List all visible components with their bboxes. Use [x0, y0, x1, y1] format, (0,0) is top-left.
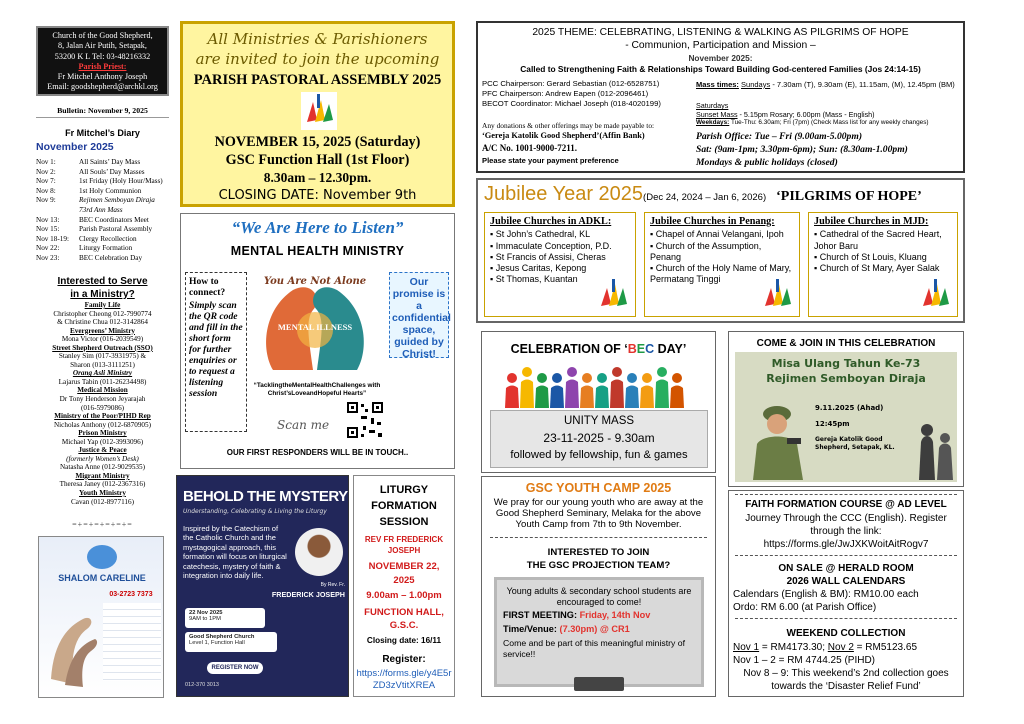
donation-payee: ‘Gereja Katolik Good Shepherd’(Affin Bank) [482, 131, 645, 140]
mental-health-ministry-poster [180, 213, 455, 469]
mental-title: MENTAL HEALTH MINISTRY [230, 244, 405, 258]
church-info-box [36, 26, 169, 96]
assembly-title: PARISH PASTORAL ASSEMBLY 2025 [193, 72, 442, 88]
diary-entry [36, 196, 171, 205]
theme-subtitle: - Communion, Participation and Mission – [625, 40, 816, 51]
theme-title: 2025 THEME: CELEBRATING, LISTENING & WALKING AS PILGRIMS OF HOPE [532, 27, 909, 38]
speaker-photo-avatar [295, 528, 343, 576]
liturgy-register-link[interactable]: https://forms.gle/y4E5rZD3zVtitXREA [356, 668, 452, 691]
jubilee-church-item: ▪ Church of St Louis, Kluang [814, 252, 952, 263]
pfc-chair: PFC Chairperson: Andrew Eapen (012-2096461) [482, 89, 649, 98]
diary-event: Parish Pastoral Assembly [79, 225, 153, 234]
weekday-label: Weekdays: [696, 119, 730, 126]
ministry-contact: Stanley Sim (017-3931975) & [58, 352, 147, 361]
person-head-icon [627, 373, 637, 383]
sale-heading-1: ON SALE @ HERALD ROOM [778, 563, 914, 574]
misa-time: 12:45pm [815, 420, 850, 428]
soldier-illustration-icon [743, 398, 813, 480]
person-head-icon [552, 373, 562, 383]
diary-date [36, 206, 79, 215]
shalom-info-text-block [103, 603, 161, 681]
behold-place: Good Shepherd Church [189, 634, 255, 640]
behold-venue-card [185, 632, 277, 652]
diary-entry [36, 177, 171, 186]
person-head-icon [507, 373, 517, 383]
jubilee-heading [484, 183, 964, 206]
mental-illness-art-text: MENTAL ILLNESS [277, 322, 353, 332]
jubilee-church-item: ▪ St Thomas, Kuantan [490, 274, 630, 285]
how-to-connect-body: Simply scan the QR code and fill in the short form for further enquiries or to request a listening session [189, 300, 243, 399]
behold-subtitle: Understanding, Celebrating & Living the Liturgy [183, 508, 327, 515]
confidential-promise-box: Our promise is a confidential space, guided by Christ! [389, 272, 449, 358]
scan-me-label: Scan me [277, 418, 330, 432]
diary-date: Nov 23: [36, 254, 60, 262]
behold-the-mystery-poster [176, 475, 349, 697]
jubilee-church-item: ▪ Church of the Assumption, Penang [650, 241, 794, 264]
ministry-contact: Cavan (012-8977116) [70, 497, 134, 506]
gsc-title: GSC YOUTH CAMP 2025 [525, 481, 672, 495]
person-head-icon [672, 373, 682, 383]
diary-entry [36, 235, 171, 244]
liturgy-register-label: Register: [382, 654, 426, 665]
liturgy-closing: Closing date: 16/11 [366, 636, 442, 645]
faith-formation-and-sales-box [728, 490, 964, 697]
jubilee-church-item: ▪ Cathedral of the Sacred Heart, Johor Baru [814, 229, 952, 252]
jubilee-church-item: ▪ St John’s Cathedral, KL [490, 229, 630, 240]
person-body-icon [550, 386, 564, 409]
liturgy-time: 9.00am – 1.00pm [366, 590, 442, 601]
bec-title-c: E [636, 342, 646, 356]
soldiers-silhouette-icon [911, 412, 955, 480]
assembly-venue: GSC Function Hall (1st Floor) [225, 152, 410, 168]
ministry-contact: Christopher Cheong 012-7990774 [53, 309, 152, 318]
shalom-name: SHALOM CARELINE [58, 573, 146, 583]
jubilee-church-item: ▪ Church of St Mary, Ayer Salak [814, 263, 952, 274]
ministry-name: Justice & Peace [78, 446, 127, 455]
board-time-venue [503, 624, 703, 634]
projection-heading-2: THE GSC PROJECTION TEAM? [526, 560, 671, 571]
pastoral-assembly-notice [180, 21, 455, 207]
diary-date: Nov 8: [36, 186, 56, 195]
payment-preference: Please state your payment preference [482, 156, 619, 165]
serve-heading [36, 275, 169, 301]
pcc-chair: PCC Chairperson: Gerard Sebastian (012-6528751) [482, 79, 660, 88]
person-head-icon [657, 367, 667, 377]
mass-sundays-label: Sundays [741, 80, 771, 89]
theme-month: November 2025: [688, 53, 753, 63]
shalom-careline-ad [38, 536, 164, 698]
person-body-icon [580, 386, 594, 409]
ministry-contact: Natasha Anne (012-9029535) [59, 463, 146, 472]
diary-entry [36, 158, 171, 167]
misa-date: 9.11.2025 (Ahad) [815, 404, 884, 412]
misa-place: Gereja Katolik Good Shepherd, Setapak, KL. [815, 436, 895, 451]
collection-nov-1-value: = RM4173.30; [759, 642, 828, 653]
person-head-icon [582, 373, 592, 383]
church-name: Church of the Good Shepherd, [52, 31, 153, 40]
person-body-icon [670, 386, 684, 409]
unity-mass-date: 23-11-2025 - 9.30am [543, 431, 655, 445]
sunset-mass-label: Sunset Mass [696, 110, 738, 119]
register-now-button[interactable]: REGISTER NOW [207, 662, 263, 674]
gsc-body: We pray for our young youth who are away at the Good Shepherd Seminary, Melaka for the above Youth Camp from 7th to 9th November. [493, 497, 704, 531]
diary-entry [36, 244, 171, 253]
diary-date: Nov 18-19: [36, 234, 69, 243]
faith-top-divider [735, 494, 957, 495]
faith-divider-2 [735, 618, 957, 619]
assembly-invite-line-1: All Ministries & Parishioners [207, 30, 428, 48]
diary-date: Nov 2: [36, 167, 56, 176]
church-address-2: 53200 K L Tel: 03-48216332 [54, 51, 151, 61]
diary-entry [36, 216, 171, 225]
board-closing: Come and be part of this meaningful ministry of service!! [503, 638, 686, 659]
behold-body: Inspired by the Catechism of the Catholic Church and the mystagogical approach, this formation will focus on liturgical catechesis, mystery of faith & integration into daily life. [183, 524, 287, 581]
person-head-icon [537, 373, 547, 383]
ministry-name: Street Shepherd Outreach (SSO) [52, 343, 153, 352]
assembly-date: NOVEMBER 15, 2025 (Saturday) [214, 134, 421, 150]
person-body-icon [640, 386, 654, 409]
behold-date-card [185, 608, 265, 628]
unity-mass-follow: followed by fellowship, fun & games [510, 449, 688, 461]
faith-divider-1 [735, 555, 957, 556]
behold-place-2: Level 1, Function Hall [189, 640, 245, 646]
bec-title [482, 342, 715, 356]
diary-date: Nov 22: [36, 244, 60, 253]
gsc-divider [490, 537, 707, 538]
ministry-contacts [36, 301, 169, 506]
weekday-mass [696, 119, 964, 126]
person-body-icon [595, 386, 609, 409]
shalom-phone: 03-2723 7373 [109, 591, 153, 598]
qr-code-icon[interactable] [345, 400, 385, 440]
jubilee-column [808, 212, 958, 317]
misa-ulang-tahun-notice [728, 331, 964, 487]
ordo-price: Ordo: RM 6.00 (at Parish Office) [733, 602, 877, 613]
theme-info-box [476, 21, 965, 173]
speaker-by: By Rev. Fr. [320, 582, 345, 588]
donation-account: A/C No. 1001-9000-7211. [482, 143, 577, 153]
collection-disaster-relief: Nov 8 – 9: This weekend’s 2nd collection goes towards the ‘Disaster Relief Fund’ [743, 668, 949, 692]
diary-event: Clergy Recollection [79, 234, 137, 243]
calendar-price: Calendars (English & BM): RM10.00 each [733, 589, 919, 600]
faith-body: Journey Through the CCC (English). Register through the link: [745, 513, 947, 537]
gsc-youth-camp-notice [481, 476, 716, 697]
ministry-contact: Dr Tony Henderson Jeyarajah [59, 395, 146, 404]
diary-event: All Saints’ Day Mass [79, 158, 141, 166]
how-to-connect-box [185, 272, 247, 432]
speaker-name: FREDERICK JOSEPH [271, 590, 345, 599]
board-time-label: Time/Venue: [503, 624, 560, 634]
bec-title-e: DAY’ [654, 342, 687, 356]
pilgrims-of-hope-logo-icon [761, 278, 795, 312]
ministry-name: Ministry of the Poor/PIHD Rep [54, 412, 151, 421]
diary-date: Nov 1: [36, 158, 56, 166]
ministry-contact: Lajarus Tabin (011-26234498) [58, 377, 147, 386]
jubilee-church-item: ▪ Jesus Caritas, Kepong [490, 263, 630, 274]
assembly-invite-line-2: are invited to join the upcoming [195, 50, 440, 68]
behold-title: BEHOLD THE MYSTERY [183, 488, 348, 505]
behold-time: 9AM to 1PM [189, 616, 221, 622]
pilgrims-of-hope-logo-icon [919, 278, 953, 312]
diary-event: 1st Friday (Holy Hour/Mass) [79, 177, 163, 186]
pilgrims-of-hope-logo-icon [301, 92, 337, 130]
diary-entry [36, 168, 171, 177]
behold-date: 22 Nov 2025 [189, 610, 223, 616]
ministry-name: Orang Asli Ministry [72, 369, 133, 378]
board-intro: Young adults & secondary school students are encouraged to come! [506, 586, 692, 607]
diary-event: All Souls’ Day Masses [79, 167, 145, 176]
mental-tagline: “We Are Here to Listen” [231, 218, 404, 237]
becot-coordinator: BECOT Coordinator: Michael Joseph (018-4020199) [482, 99, 661, 108]
shalom-logo-icon [87, 545, 117, 569]
unity-mass-title: UNITY MASS [563, 415, 635, 427]
pilgrims-of-hope-logo-icon [597, 278, 631, 312]
liturgy-formation-notice [353, 475, 455, 697]
person-body-icon [565, 380, 579, 409]
jubilee-year-box [476, 178, 965, 323]
liturgy-date: NOVEMBER 22, 2025 [368, 561, 440, 586]
weekend-collection-heading: WEEKEND COLLECTION [786, 628, 906, 639]
jubilee-church-item: ▪ Chapel of Annai Velangani, Ipoh [650, 229, 794, 240]
jubilee-title: Jubilee Year 2025 [484, 183, 644, 205]
misa-header: COME & JOIN IN THIS CELEBRATION [756, 338, 936, 349]
diary-entry [36, 254, 171, 263]
board-first-meeting [503, 610, 703, 620]
diary-event: 73rd Ann Mass [79, 206, 123, 214]
community-people-illustration-icon [504, 362, 694, 408]
diary-date: Nov 15: [36, 225, 60, 234]
sunset-mass-times: - 5.15pm Rosary; 6.00pm (Mass - English) [739, 110, 875, 119]
serve-title-1: Interested to Serve [57, 276, 148, 287]
person-body-icon [520, 380, 534, 409]
sale-heading-2: 2026 WALL CALENDARS [786, 576, 906, 587]
ministry-name: Youth Ministry [79, 489, 126, 498]
behold-contact: 012-370 3013 [185, 682, 219, 688]
parish-office-closed: Mondays & public holidays (closed) [696, 157, 838, 168]
diary-event: Rejimen Semboyan Diraja [79, 196, 155, 205]
bec-title-d: C [645, 342, 655, 356]
parish-priest-name: Fr Mitchel Anthony Joseph [57, 72, 148, 82]
jubilee-dates: (Dec 24, 2024 – Jan 6, 2026) [643, 192, 767, 203]
diary-date: Nov 13: [36, 215, 60, 224]
jubilee-church-item: ▪ Immaculate Conception, P.D. [490, 241, 630, 252]
diary-title: Fr Mitchel’s Diary [65, 128, 140, 138]
liturgy-venue: FUNCTION HALL, G.S.C. [364, 607, 444, 631]
liturgy-title: LITURGY FORMATION SESSION [371, 484, 437, 528]
church-email: Email: goodshepherd@archkl.org [47, 82, 158, 92]
diary-entry [36, 187, 171, 196]
ministry-name: Migrant Ministry [75, 471, 130, 480]
jubilee-column-heading: Jubilee Churches in Penang: [650, 216, 775, 227]
bec-title-a: CELEBRATION OF ‘ [510, 342, 628, 356]
saturdays-label: Saturdays [696, 101, 729, 110]
ministry-contact: (016-5979086) [80, 403, 125, 412]
jubilee-column [484, 212, 636, 317]
hands-illustration-icon [43, 589, 99, 689]
parish-office-weekend: Sat: (9am-1pm; 3.30pm-6pm); Sun: (8.30am-1.00pm) [696, 144, 908, 155]
unity-mass-card [490, 410, 708, 468]
diary-date: Nov 7: [36, 177, 56, 186]
diary-event: BEC Coordinators Meet [79, 215, 149, 224]
weekday-times: Tue-Thu: 6.30am; Fri (7pm) (Check Mass list for any weekly changes) [730, 119, 929, 126]
sunset-mass [696, 110, 964, 119]
collection-nov-1-2 [733, 642, 963, 653]
person-body-icon [610, 380, 624, 409]
jubilee-church-item: ▪ St Francis of Assisi, Cheras [490, 252, 630, 263]
board-first-value: Friday, 14th Nov [579, 610, 651, 620]
diary-date: Nov 9: [36, 196, 56, 205]
collection-nov-2-value: = RM5123.65 [853, 642, 918, 653]
not-alone-art-text: You Are Not Alone [263, 276, 367, 287]
jubilee-tag: ‘PILGRIMS OF HOPE’ [776, 189, 922, 204]
assembly-closing-date: CLOSING DATE: November 9th [218, 188, 417, 203]
ministry-name: Medical Mission [77, 386, 128, 395]
person-body-icon [655, 380, 669, 409]
faith-title: FAITH FORMATION COURSE @ AD LEVEL [745, 499, 947, 510]
projection-screen-board [494, 577, 704, 687]
person-head-icon [597, 373, 607, 383]
person-head-icon [642, 373, 652, 383]
diary-event: Liturgy Formation [79, 244, 133, 253]
mass-times [696, 80, 964, 89]
how-to-connect-question: How to connect? [189, 276, 226, 298]
ministry-contact: Michael Yap (012-3993096) [61, 437, 144, 446]
misa-title-2: Rejimen Semboyan Diraja [766, 372, 926, 385]
ministry-contact: (formerly Women’s Desk) [66, 454, 139, 463]
serve-title-2: in a Ministry? [70, 289, 135, 300]
church-address-1: 8, Jalan Air Putih, Setapak, [58, 41, 147, 51]
mental-footer: OUR FIRST RESPONDERS WILL BE IN TOUCH.. [226, 448, 409, 457]
jubilee-column-heading: Jubilee Churches in MJD: [814, 216, 929, 227]
jubilee-church-list [814, 229, 952, 274]
diary-entry [36, 225, 171, 234]
collection-nov-1-label: Nov 1 [733, 642, 760, 653]
ministry-contact: Nicholas Anthony (012-6870905) [53, 420, 152, 429]
projector-icon [574, 677, 624, 691]
faith-link[interactable]: https://forms.gle/JwJXKWoitAitRogv7 [763, 539, 929, 550]
diary-month: November 2025 [36, 141, 114, 153]
jubilee-church-item: ▪ Church of the Holy Name of Mary, Permatang Tinggi [650, 263, 794, 286]
ministry-contact: & Christine Chua 012-3142864 [57, 318, 148, 327]
ministry-contact: Theresa Janey (012-2367316) [59, 480, 146, 489]
committee-contacts [482, 79, 694, 109]
ministry-name: Family Life [84, 301, 121, 309]
person-body-icon [505, 386, 519, 409]
person-head-icon [612, 367, 622, 377]
mass-times-label: Mass times: [696, 80, 739, 89]
donation-note: Any donations & other offerings may be made payable to: [482, 121, 655, 130]
person-head-icon [567, 367, 577, 377]
jubilee-column-heading: Jubilee Churches in ADKL: [490, 216, 612, 227]
person-body-icon [625, 386, 639, 409]
divider-line: =+=+=+=+=+= [72, 520, 133, 529]
mass-sunday-times: - 7.30am (T), 9.30am (E), 11.15am, (M), 12.45pm (BM) [772, 80, 955, 89]
misa-poster [735, 352, 957, 482]
bulletin-date: Bulletin: November 9, 2025 [36, 106, 169, 118]
ministry-contact: Sharon (013-3111251) [70, 360, 135, 369]
assembly-time: 8.30am – 12.30pm. [263, 170, 372, 185]
bec-day-notice [481, 331, 716, 473]
ministry-name: Prison Ministry [78, 429, 127, 438]
diary-event: BEC Celebration Day [79, 254, 143, 262]
ministry-contact: Mona Victor (016-2039549) [61, 335, 144, 344]
diary-entry [36, 206, 171, 215]
person-body-icon [535, 386, 549, 409]
jubilee-column [644, 212, 800, 317]
projection-heading-1: INTERESTED TO JOIN [547, 547, 650, 558]
collection-pihd: Nov 1 – 2 = RM 4744.25 (PIHD) [733, 655, 876, 666]
misa-title-1: Misa Ulang Tahun Ke-73 [771, 357, 921, 370]
liturgy-speaker: REV FR FREDERICK JOSEPH [364, 535, 444, 555]
parish-priest-heading: Parish Priest: [78, 61, 127, 71]
collection-nov-2-label: Nov 2 [827, 642, 854, 653]
board-first-label: FIRST MEETING: [503, 610, 580, 620]
theme-called: Called to Strengthening Faith & Relationships Toward Building God-centered Families (Jos 24:14-15) [520, 64, 921, 74]
parish-office-hours: Parish Office: Tue – Fri (9.00am-5.00pm) [696, 131, 863, 142]
bec-title-b: B [627, 342, 637, 356]
diary-event: 1st Holy Communion [79, 186, 142, 195]
ministry-name: Evergreens’ Ministry [69, 326, 135, 335]
board-time-value: (7.30pm) @ CR1 [559, 624, 630, 634]
person-head-icon [522, 367, 532, 377]
mental-quote: “TacklingtheMentalHealthChallenges with Christ’sLoveandHopeful Hearts” [253, 382, 381, 397]
